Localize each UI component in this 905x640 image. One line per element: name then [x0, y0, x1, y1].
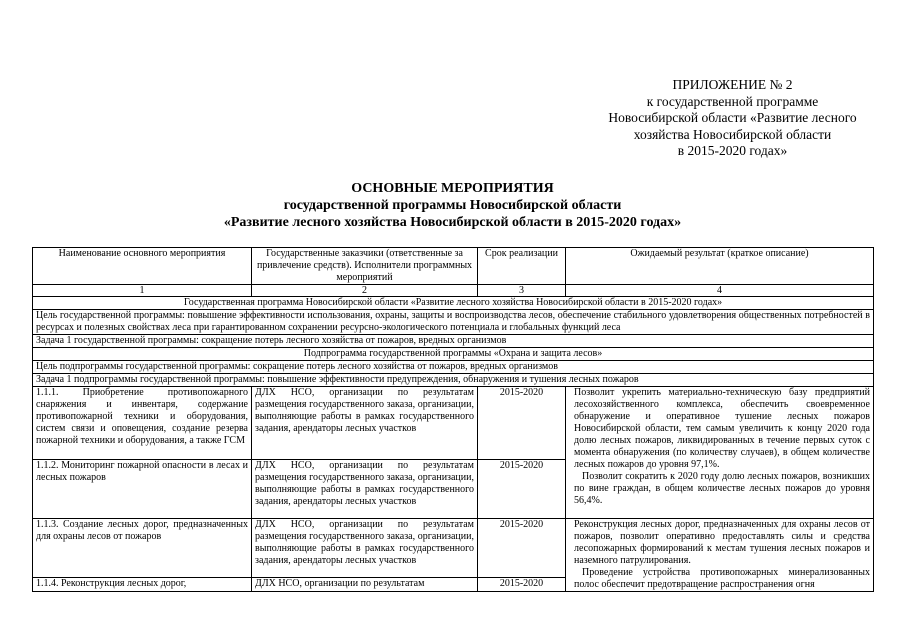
- measures-table: [32, 247, 874, 592]
- period-cell: 2015-2020: [478, 578, 566, 592]
- title-line-1: ОСНОВНЫЕ МЕРОПРИЯТИЯ: [351, 181, 554, 196]
- appendix-line: в 2015-2020 годах»: [677, 143, 788, 158]
- result-paragraph: Реконструкция лесных дорог, предназначенных для охраны лесов от пожаров, позволит оперативно предоставлять силы и средства лесопожарных формирований к местам тушения лесных пожаров и наземного патрулирования.: [574, 519, 870, 566]
- column-number: 2: [252, 285, 478, 297]
- subprogram-task-row: [33, 374, 874, 387]
- subprogram-goal-cell: Цель подпрограммы государственной программы: сокращение потерь лесного хозяйства от пожаров, вредных организмов: [33, 361, 874, 374]
- column-number-row: [33, 285, 874, 297]
- table-row: [33, 387, 874, 460]
- appendix-block: [590, 77, 875, 160]
- measure-name-cell: 1.1.1. Приобретение противопожарного снаряжения и инвентаря, содержание противопожарной техники и оборудования, систем связи и оповещения, создание резерва пожарной техники и оборудования, а также ГСМ: [33, 387, 252, 460]
- measure-name-cell: 1.1.2. Мониторинг пожарной опасности в лесах и лесных пожаров: [33, 460, 252, 519]
- measure-name-cell: 1.1.4. Реконструкция лесных дорог,: [33, 578, 252, 592]
- title-line-2: государственной программы Новосибирской области: [283, 198, 622, 213]
- appendix-line: хозяйства Новосибирской области: [633, 126, 832, 142]
- column-number: 4: [566, 285, 874, 297]
- measure-name-cell: 1.1.3. Создание лесных дорог, предназначенных для охраны лесов от пожаров: [33, 519, 252, 578]
- appendix-line: ПРИЛОЖЕНИЕ № 2: [672, 77, 793, 92]
- program-task-cell: Задача 1 государственной программы: сокращение потерь лесного хозяйства от пожаров, вредных организмов: [33, 335, 874, 348]
- program-goal-row: [33, 310, 874, 335]
- program-task-row: [33, 335, 874, 348]
- appendix-line: к государственной программе: [646, 93, 819, 109]
- table-header-row: [33, 248, 874, 285]
- column-number: 3: [478, 285, 566, 297]
- appendix-line: Новосибирской области «Развитие лесного: [608, 110, 857, 125]
- header-executors: Государственные заказчики (ответственные за привлечение средств). Исполнители программных мероприятий: [252, 248, 478, 285]
- executor-cell: ДЛХ НСО, организации по результатам: [252, 578, 478, 592]
- header-expected-result: Ожидаемый результат (краткое описание): [566, 248, 874, 285]
- period-cell: 2015-2020: [478, 519, 566, 578]
- table-row: [33, 519, 874, 578]
- subprogram-row: [33, 348, 874, 361]
- document-title: [0, 180, 905, 231]
- executor-cell: ДЛХ НСО, организации по результатам размещения государственного заказа, организации, выполняющие работы в рамках государственного задания, арендаторы лесных участков: [252, 519, 478, 578]
- executor-cell: ДЛХ НСО, организации по результатам размещения государственного заказа, организации, выполняющие работы в рамках государственного задания, арендаторы лесных участков: [252, 387, 478, 460]
- result-paragraph: Позволит укрепить материально-техническую базу предприятий лесохозяйственного комплекса, обеспечить своевременное обнаружение и оперативное тушение лесных пожаров Новосибирской области, тем самым увеличить к концу 2020 года долю лесных пожаров, ликвидированных в течение первых суток с момента обнаружения (по количеству случаев), в общем количестве лесных пожаров до уровня 97,1%.: [574, 387, 870, 470]
- subprogram-goal-row: [33, 361, 874, 374]
- title-line-3: «Развитие лесного хозяйства Новосибирской области в 2015-2020 годах»: [223, 215, 682, 230]
- subprogram-title-cell: Подпрограмма государственной программы «Охрана и защита лесов»: [33, 348, 874, 361]
- subprogram-task-cell: Задача 1 подпрограммы государственной программы: повышение эффективности предупреждения, обнаружения и тушения лесных пожаров: [33, 374, 874, 387]
- expected-result-cell: [566, 519, 874, 592]
- executor-cell: ДЛХ НСО, организации по результатам размещения государственного заказа, организации, выполняющие работы в рамках государственного задания, арендаторы лесных участков: [252, 460, 478, 519]
- program-goal-cell: Цель государственной программы: повышение эффективности использования, охраны, защиты и воспроизводства лесов, обеспечение стабильного удовлетворения общественных потребностей в ресурсах и полезных свойствах леса при гарантированном сохранении ресурсно-экологического потенциала и глобальных функций леса: [33, 310, 874, 335]
- column-number: 1: [33, 285, 252, 297]
- header-period: Срок реализации: [478, 248, 566, 285]
- header-measure-name: Наименование основного мероприятия: [33, 248, 252, 285]
- result-paragraph: Позволит сократить к 2020 году долю лесных пожаров, возникших по вине граждан, в общем количестве лесных пожаров до уровня 56,4%.: [574, 471, 870, 506]
- result-paragraph: Проведение устройства противопожарных минерализованных полос обеспечит предотвращение распространения огня: [574, 567, 870, 590]
- period-cell: 2015-2020: [478, 387, 566, 460]
- program-title-cell: Государственная программа Новосибирской области «Развитие лесного хозяйства Новосибирской области в 2015-2020 годах»: [33, 297, 874, 310]
- period-cell: 2015-2020: [478, 460, 566, 519]
- expected-result-cell: [566, 387, 874, 519]
- program-row: [33, 297, 874, 310]
